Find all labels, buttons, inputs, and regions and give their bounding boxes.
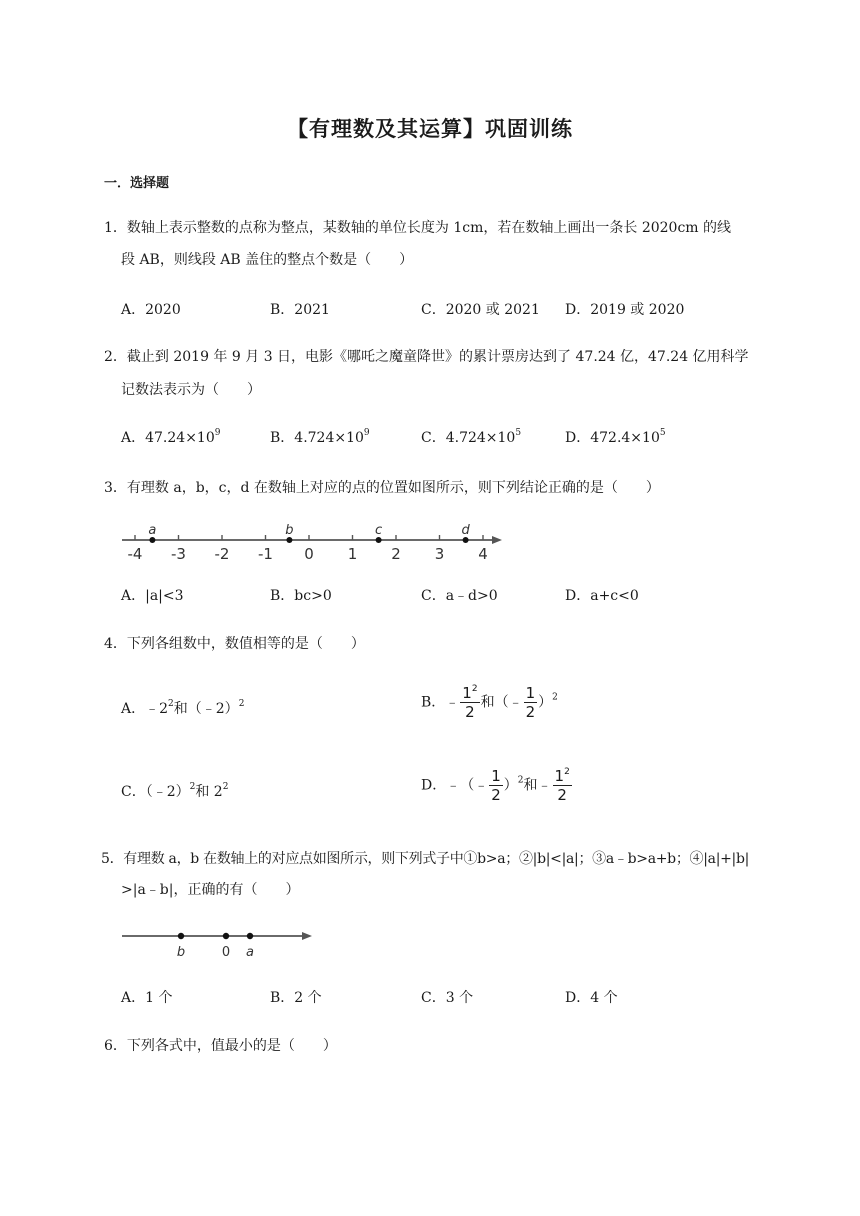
point-label-a: a	[148, 523, 157, 538]
axis-arrow	[492, 536, 502, 544]
q1-option-b: B．2021	[270, 302, 330, 318]
question-1-text-cont: 段 AB，则线段 AB 盖住的整点个数是（ ）	[121, 252, 414, 268]
q1-option-d: D．2019 或 2020	[565, 302, 685, 318]
number-line-figure-q5	[118, 924, 318, 962]
q3-option-c: C．a﹣d>0	[421, 588, 498, 604]
point-0	[223, 933, 229, 939]
tick-label: 2	[391, 545, 401, 563]
point-label-b: b	[285, 523, 294, 538]
section-heading: 一．选择题	[104, 176, 170, 191]
point-a	[247, 933, 253, 939]
number-line-figure-q3	[118, 518, 508, 564]
q2-option-a: A．$47.24\times 10^9$	[121, 428, 221, 446]
tick-label: 3	[434, 545, 445, 563]
q3-option-b: B．bc>0	[270, 588, 332, 604]
tick-label: -3	[171, 545, 186, 563]
tick-label: -2	[214, 545, 230, 563]
tick-label: -1	[258, 545, 273, 563]
fraction: $\frac{1}{2}$	[491, 767, 501, 804]
q5-option-a: A．1 个	[121, 990, 173, 1006]
point-label-b: b	[176, 945, 186, 960]
q1-option-c: C．2020 或 2021	[421, 302, 540, 318]
page-title: 【有理数及其运算】巩固训练	[287, 117, 573, 141]
tick-label: 4	[478, 545, 488, 563]
question-6-text: 6．下列各式中，值最小的是（ ）	[104, 1038, 337, 1054]
q4-option-a: A．$﹣2^2$和（﹣2）$^2$	[121, 699, 245, 717]
q2-option-d: D．$472.4\times 10^5$	[565, 428, 666, 446]
point-b	[178, 933, 184, 939]
question-1-text: 1．数轴上表示整数的点称为整点，某数轴的单位长度为 1cm，若在数轴上画出一条长 2020cm 的线	[104, 220, 732, 236]
question-2-text: 2．截止到 2019 年 9 月 3 日，电影《哪吒之魔童降世》的累计票房达到了 47.24 亿，47.24 亿用科学	[104, 349, 749, 365]
q4-option-d: D．﹣（﹣ $\frac{1}{2}$ ）$^2$和﹣ $\frac{1^2}{2}$	[421, 767, 570, 804]
q3-option-d: D．a+c<0	[565, 588, 639, 604]
point-label-0: 0	[221, 945, 231, 960]
axis-arrow	[302, 932, 312, 940]
question-2-text-cont: 记数法表示为（ ）	[121, 382, 261, 398]
fraction: $\frac{1}{2}$	[525, 684, 536, 721]
q4-option-c: C．（﹣2）$^2$和 $2^2$	[121, 782, 229, 800]
q2-option-b: B．$4.724\times 10^9$	[270, 428, 370, 446]
point-label-a: a	[246, 945, 254, 960]
q2-option-c: C．$4.724\times 10^5$	[421, 428, 522, 446]
tick-label: 1	[347, 545, 358, 563]
q4-option-b: B．﹣ $\frac{1^2}{2}$ 和（﹣ $\frac{1}{2}$ ）$^2$	[421, 684, 558, 721]
question-3-text: 3．有理数 a，b，c，d 在数轴上对应的点的位置如图所示，则下列结论正确的是（ ）	[104, 480, 660, 496]
question-5-text-cont: >|a﹣b|，正确的有（ ）	[121, 882, 300, 898]
fraction: $\frac{1^2}{2}$	[554, 767, 570, 804]
point-label-c: c	[375, 523, 383, 538]
point-label-d: d	[461, 523, 470, 538]
q5-option-c: C．3 个	[421, 990, 474, 1006]
fraction: $\frac{1^2}{2}$	[462, 684, 478, 721]
q5-option-d: D．4 个	[565, 990, 618, 1006]
tick-label: -4	[127, 545, 143, 563]
q5-option-b: B．2 个	[270, 990, 322, 1006]
tick-label: 0	[304, 545, 314, 563]
question-5-text: 5．有理数 a，b 在数轴上的对应点如图所示，则下列式子中①b>a；②|b|<|a|；③a﹣b>a+b；④|a|+|b|	[101, 851, 750, 867]
q3-option-a: A．|a|<3	[121, 588, 184, 604]
question-4-text: 4．下列各组数中，数值相等的是（ ）	[104, 636, 365, 652]
q1-option-a: A．2020	[121, 302, 181, 318]
